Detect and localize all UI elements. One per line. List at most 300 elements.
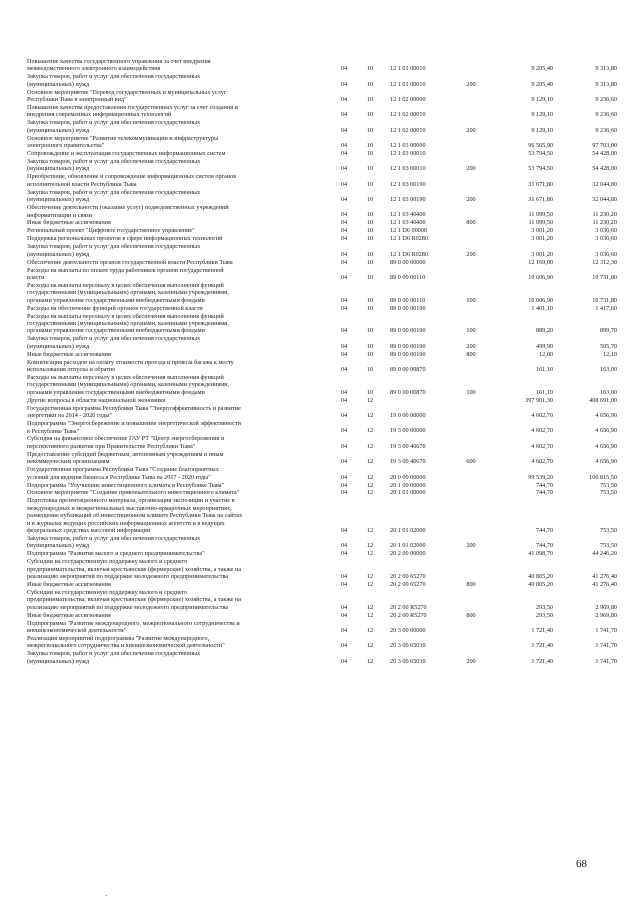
target-article-code: 12 1 03 40400	[390, 219, 426, 227]
table-row	[0, 612, 640, 619]
row-description	[27, 558, 342, 580]
row-description	[27, 119, 342, 134]
description-line: Субсидии на государственную поддержку малого и среднего	[27, 588, 188, 596]
row-description	[27, 550, 342, 557]
amount-year-2: 10 731,80	[592, 273, 617, 281]
subsection-code: 12	[366, 573, 374, 581]
section-code: 04	[340, 627, 348, 635]
amount-year-2: 163,00	[599, 388, 617, 396]
target-article-code: 20 2 00 00000	[390, 550, 426, 558]
section-code: 04	[340, 412, 348, 420]
table-row	[0, 158, 640, 173]
target-article-code: 20 1 01 02000	[390, 542, 426, 550]
target-article-code: 19 0 00 00000	[390, 412, 426, 420]
amount-year-1: 293,50	[535, 611, 553, 619]
amount-year-2: 9 313,80	[595, 80, 617, 88]
table-row	[0, 466, 640, 481]
description-line: государственными (муниципальными) органами, казенными учреждениями,	[27, 381, 229, 389]
subsection-code: 12	[366, 473, 374, 481]
subsection-code: 12	[366, 611, 374, 619]
table-row	[0, 267, 640, 282]
description-line: Предоставление субсидий бюджетным, автономным учреждениям и иным	[27, 450, 224, 458]
description-line: Основное мероприятие "Создание привлекательного инвестиционного климата"	[27, 489, 240, 497]
row-description	[27, 497, 342, 534]
target-article-code: 12 1 01 00010	[390, 80, 426, 88]
row-description	[27, 482, 342, 489]
table-row	[0, 135, 640, 150]
description-line: (муниципальных) нужд	[27, 657, 90, 665]
description-line: предпринимательства, включая крестьянские (фермерские) хозяйства, а также на	[27, 596, 241, 604]
target-article-code: 20 1 01 00000	[390, 489, 426, 497]
amount-year-1: 9 129,10	[531, 111, 553, 119]
row-description	[27, 451, 342, 466]
section-code: 04	[340, 550, 348, 558]
description-line: федеральных средствах массовой информации	[27, 527, 151, 535]
amount-year-2: 1 417,60	[595, 304, 617, 312]
table-row	[0, 104, 640, 119]
description-line: Закупка товаров, работ и услуг для обеспечения государственных	[27, 243, 201, 251]
row-description	[27, 243, 342, 258]
amount-year-1: 4 602,70	[531, 427, 553, 435]
expense-type-code: 200	[466, 250, 476, 258]
target-article-code: 89 0 00 00190	[390, 350, 426, 358]
target-article-code: 20 2 00 R5270	[390, 603, 427, 611]
row-description	[27, 204, 342, 219]
description-line: межрегионального сотрудничества и внешнеэкономической деятельности"	[27, 642, 225, 650]
amount-year-1: 10 606,90	[528, 296, 553, 304]
subsection-code: 10	[366, 180, 374, 188]
target-article-code: 12 1 03 00190	[390, 180, 426, 188]
description-line: международных и межрегиональных выставочно-ярмарочных мероприятиях,	[27, 504, 232, 512]
row-description	[27, 150, 342, 157]
amount-year-2: 41 276,40	[592, 573, 617, 581]
expense-type-code: 100	[466, 296, 476, 304]
section-code: 04	[340, 219, 348, 227]
subsection-code: 10	[366, 258, 374, 266]
description-line: государственными (муниципальными) органами, казенными учреждениями,	[27, 289, 229, 297]
description-line: Субсидия на финансовое обеспечение ГАУ РТ "Центр энергосбережения и	[27, 435, 225, 443]
subsection-code: 10	[366, 96, 374, 104]
amount-year-1: 9 205,40	[531, 80, 553, 88]
table-row	[0, 635, 640, 650]
amount-year-1: 3 001,20	[531, 250, 553, 258]
table-row	[0, 405, 640, 420]
expense-type-code: 200	[466, 80, 476, 88]
subsection-code: 10	[366, 80, 374, 88]
subsection-code: 10	[366, 219, 374, 227]
amount-year-2: 4 656,90	[595, 458, 617, 466]
target-article-code: 89 0 00 00870	[390, 366, 426, 374]
table-row	[0, 397, 640, 404]
amount-year-1: 161,10	[535, 366, 553, 374]
description-line: Закупка товаров, работ и услуг для обеспечения государственных	[27, 188, 201, 196]
description-line: Повышение качества государственного управления за счет внедрения	[27, 58, 211, 65]
amount-year-2: 9 236,60	[595, 96, 617, 104]
row-description	[27, 235, 342, 242]
section-code: 04	[340, 180, 348, 188]
expense-type-code: 200	[466, 126, 476, 134]
amount-year-2: 9 236,60	[595, 111, 617, 119]
amount-year-1: 40 805,20	[528, 581, 553, 588]
amount-year-1: 9 129,10	[531, 96, 553, 104]
section-code: 04	[340, 142, 348, 150]
description-line: Поддержка региональных проектов в сфере информационных технологий	[27, 235, 223, 243]
amount-year-1: 99 539,20	[528, 473, 553, 481]
amount-year-1: 161,10	[535, 388, 553, 396]
subsection-code: 12	[366, 550, 374, 558]
amount-year-1: 11 099,50	[528, 219, 553, 227]
description-line: Реализация мероприятий подпрограммы "Развитие международного,	[27, 635, 210, 642]
amount-year-1: 3 001,20	[531, 227, 553, 235]
subsection-code: 10	[366, 327, 374, 335]
description-line: Приобретение, обновление и сопровождение информационных систем органов	[27, 173, 237, 181]
subsection-code: 10	[366, 342, 374, 350]
subsection-code: 10	[366, 126, 374, 134]
amount-year-1: 9 205,40	[531, 65, 553, 73]
amount-year-1: 1 721,40	[531, 627, 553, 635]
description-line: информатизации и связи	[27, 211, 92, 219]
section-code: 04	[340, 573, 348, 581]
table-row	[0, 227, 640, 234]
row-description	[27, 305, 342, 312]
description-line: некоммерческим организациям	[27, 458, 110, 466]
target-article-code: 89 0 00 00190	[390, 327, 426, 335]
amount-year-2: 12,10	[603, 350, 617, 358]
amount-year-1: 4 602,70	[531, 442, 553, 450]
subsection-code: 10	[366, 273, 374, 281]
amount-year-2: 11 230,20	[592, 219, 617, 227]
section-code: 04	[340, 258, 348, 266]
description-line: реализацию мероприятий по поддержке молодежного предпринимательства	[27, 573, 229, 581]
description-line: внешнеэкономической деятельности"	[27, 627, 127, 635]
expense-type-code: 800	[466, 350, 476, 358]
subsection-code: 12	[366, 603, 374, 611]
expense-type-code: 200	[466, 657, 476, 665]
amount-year-1: 53 794,50	[528, 165, 553, 173]
amount-year-2: 3 036,60	[595, 227, 617, 235]
amount-year-2: 9 236,60	[595, 126, 617, 134]
row-description	[27, 313, 342, 335]
subsection-code: 10	[366, 111, 374, 119]
expense-type-code: 800	[466, 581, 476, 588]
row-description	[27, 73, 342, 88]
amount-year-1: 744,70	[535, 489, 553, 497]
row-description	[27, 189, 342, 204]
target-article-code: 20 2 00 65270	[390, 573, 426, 581]
description-line: (муниципальных) нужд	[27, 342, 90, 350]
amount-year-2: 9 313,80	[595, 65, 617, 73]
description-line: Республики Тыва в электронный вид"	[27, 96, 127, 104]
table-row	[0, 305, 640, 312]
expense-type-code: 200	[466, 542, 476, 550]
section-code: 04	[340, 342, 348, 350]
description-line: использования отпуска и обратно	[27, 366, 116, 374]
subsection-code: 12	[366, 526, 374, 534]
table-row	[0, 435, 640, 450]
table-row	[0, 243, 640, 258]
section-code: 04	[340, 273, 348, 281]
amount-year-1: 31 671,80	[528, 180, 553, 188]
description-line: Подпрограмма "Развитие малого и среднего предпринимательства"	[27, 550, 205, 558]
section-code: 04	[340, 458, 348, 466]
amount-year-1: 53 794,50	[528, 150, 553, 158]
subsection-code: 10	[366, 196, 374, 204]
description-line: власти	[27, 274, 45, 281]
amount-year-2: 2 969,80	[595, 603, 617, 611]
subsection-code: 12	[366, 396, 374, 404]
description-line: условий для ведения бизнеса в Республике Тыва на 2017 - 2020 годы"	[27, 473, 211, 481]
amount-year-2: 41 276,40	[592, 581, 617, 588]
expense-type-code: 200	[466, 342, 476, 350]
row-description	[27, 535, 342, 550]
subsection-code: 10	[366, 150, 374, 158]
table-row	[0, 235, 640, 242]
table-row	[0, 497, 640, 534]
row-description	[27, 259, 342, 266]
expense-type-code: 800	[466, 611, 476, 619]
section-code: 04	[340, 581, 348, 588]
row-description	[27, 374, 342, 396]
section-code: 04	[340, 211, 348, 219]
table-row	[0, 535, 640, 550]
row-description	[27, 267, 342, 282]
row-description	[27, 466, 342, 481]
section-code: 04	[340, 327, 348, 335]
subsection-code: 12	[366, 442, 374, 450]
amount-year-2: 11 230,20	[592, 211, 617, 219]
amount-year-1: 3 001,20	[531, 235, 553, 243]
target-article-code: 20 0 00 00000	[390, 473, 426, 481]
section-code: 04	[340, 235, 348, 243]
amount-year-2: 1 741,70	[595, 657, 617, 665]
section-code: 04	[340, 350, 348, 358]
amount-year-1: 4 602,70	[531, 412, 553, 420]
amount-year-1: 889,20	[535, 327, 553, 335]
target-article-code: 89 0 00 00110	[390, 273, 426, 281]
table-row	[0, 558, 640, 580]
description-line: электронного правительства"	[27, 142, 105, 150]
target-article-code: 12 1 D6 R0280	[390, 250, 428, 258]
description-line: исполнительной власти Республики Тыва	[27, 180, 137, 188]
row-description	[27, 612, 342, 619]
subsection-code: 12	[366, 581, 374, 588]
table-row	[0, 451, 640, 466]
row-description	[27, 650, 342, 665]
description-line: Расходы на выплаты персоналу в целях обеспечения выполнения функций	[27, 312, 224, 320]
amount-year-1: 41 098,70	[528, 550, 553, 558]
description-line: Повышение качества предоставления государственных услуг за счет создания и	[27, 104, 238, 112]
target-article-code: 89 0 00 00190	[390, 304, 426, 312]
description-line: энергетики на 2014 - 2020 годы"	[27, 412, 113, 420]
amount-year-2: 54 428,00	[592, 165, 617, 173]
subsection-code: 10	[366, 350, 374, 358]
subsection-code: 10	[366, 366, 374, 374]
description-line: внедрения современных информационных технологий	[27, 111, 172, 119]
description-line: Расходы на выплаты по оплате труда работников органов государственной	[27, 266, 224, 274]
subsection-code: 12	[366, 627, 374, 635]
amount-year-2: 32 044,80	[592, 196, 617, 204]
description-line: Обеспечение деятельности (оказание услуг) подведомственных учреждений	[27, 204, 229, 212]
table-row	[0, 282, 640, 304]
amount-year-1: 397 901,30	[525, 396, 553, 404]
table-row	[0, 73, 640, 88]
description-line: органами управления государственными внебюджетными фондами	[27, 296, 205, 304]
amount-year-2: 753,50	[599, 542, 617, 550]
amount-year-2: 32 044,80	[592, 180, 617, 188]
table-row	[0, 119, 640, 134]
table-row	[0, 589, 640, 611]
amount-year-2: 44 246,20	[592, 550, 617, 558]
amount-year-1: 9 129,10	[531, 126, 553, 134]
description-line: в Республике Тыва"	[27, 427, 80, 435]
description-line: Подпрограмма "Улучшение инвестиционного климата в Республике Тыва"	[27, 481, 225, 489]
amount-year-2: 97 703,00	[592, 142, 617, 150]
section-code: 04	[340, 396, 348, 404]
section-code: 04	[340, 611, 348, 619]
subsection-code: 12	[366, 657, 374, 665]
row-description	[27, 397, 342, 404]
section-code: 04	[340, 196, 348, 204]
amount-year-2: 899,70	[599, 327, 617, 335]
target-article-code: 89 0 00 00000	[390, 258, 426, 266]
subsection-code: 10	[366, 250, 374, 258]
subsection-code: 12	[366, 542, 374, 550]
amount-year-1: 744,70	[535, 481, 553, 489]
expense-type-code: 600	[466, 458, 476, 466]
amount-year-1: 31 671,80	[528, 196, 553, 204]
description-line: Расходы на обеспечение функций органов государственной власти	[27, 304, 203, 312]
row-description	[27, 58, 342, 73]
section-code: 04	[340, 250, 348, 258]
amount-year-2: 1 741,70	[595, 642, 617, 650]
section-code: 04	[340, 473, 348, 481]
amount-year-2: 753,50	[599, 489, 617, 497]
table-row	[0, 359, 640, 374]
row-description	[27, 620, 342, 635]
expense-type-code: 800	[466, 219, 476, 227]
section-code: 04	[340, 642, 348, 650]
description-line: Закупка товаров, работ и услуг для обеспечения государственных	[27, 534, 201, 542]
target-article-code: 12 1 03 00000	[390, 142, 426, 150]
amount-year-1: 12,00	[539, 350, 553, 358]
table-row	[0, 89, 640, 104]
row-description	[27, 282, 342, 304]
description-line: (муниципальных) нужд	[27, 80, 90, 88]
amount-year-2: 106 815,50	[589, 473, 617, 481]
amount-year-2: 163,00	[599, 366, 617, 374]
amount-year-1: 12 169,00	[528, 258, 553, 266]
section-code: 04	[340, 489, 348, 497]
target-article-code: 20 2 00 R5270	[390, 611, 427, 619]
amount-year-1: 1 721,40	[531, 657, 553, 665]
row-description	[27, 359, 342, 374]
subsection-code: 12	[366, 458, 374, 466]
description-line: размещение публикаций об инвестиционном климате Республики Тыва на сайтах	[27, 512, 243, 520]
row-description	[27, 173, 342, 188]
target-article-code: 12 1 02 00010	[390, 111, 426, 119]
description-line: Расходы на выплаты персоналу в целях обеспечения выполнения функций	[27, 374, 224, 382]
subsection-code: 12	[366, 481, 374, 489]
amount-year-1: 499,90	[535, 342, 553, 350]
row-description	[27, 135, 342, 150]
target-article-code: 20 1 01 02000	[390, 526, 426, 534]
description-line: Закупка товаров, работ и услуг для обеспечения государственных	[27, 650, 201, 658]
table-row	[0, 173, 640, 188]
amount-year-1: 1 721,40	[531, 642, 553, 650]
section-code: 04	[340, 126, 348, 134]
row-description	[27, 489, 342, 496]
description-line: Иные бюджетные ассигнования	[27, 581, 111, 588]
section-code: 04	[340, 227, 348, 235]
description-line: Подготовка презентационного материала, организация экспозиции и участие в	[27, 497, 235, 505]
table-row	[0, 420, 640, 435]
table-row	[0, 650, 640, 665]
description-line: Подпрограмма "Энергосбережение и повышение энергетической эффективности	[27, 420, 241, 428]
expense-type-code: 200	[466, 165, 476, 173]
page-number: 68	[576, 858, 587, 870]
subsection-code: 10	[366, 235, 374, 243]
section-code: 04	[340, 150, 348, 158]
target-article-code: 12 1 02 00000	[390, 96, 426, 104]
amount-year-2: 4 656,90	[595, 427, 617, 435]
amount-year-1: 96 565,90	[528, 142, 553, 150]
amount-year-2: 408 691,00	[589, 396, 617, 404]
table-row	[0, 313, 640, 335]
table-row	[0, 550, 640, 557]
table-row	[0, 620, 640, 635]
amount-year-2: 4 656,90	[595, 442, 617, 450]
description-line: Государственная программа Республики Тыва "Энергоэффективность и развитие	[27, 404, 241, 412]
section-code: 04	[340, 542, 348, 550]
section-code: 04	[340, 80, 348, 88]
description-line: перспективного развития при Правительстве Республики Тыва"	[27, 442, 196, 450]
table-row	[0, 58, 640, 73]
description-line: Субсидии на государственную поддержку малого и среднего	[27, 558, 188, 566]
section-code: 04	[340, 603, 348, 611]
section-code: 04	[340, 366, 348, 374]
table-row	[0, 189, 640, 204]
row-description	[27, 420, 342, 435]
amount-year-2: 505,70	[599, 342, 617, 350]
table-row	[0, 482, 640, 489]
amount-year-2: 4 656,90	[595, 412, 617, 420]
target-article-code: 12 1 02 00010	[390, 126, 426, 134]
subsection-code: 12	[366, 642, 374, 650]
table-row	[0, 259, 640, 266]
section-code: 04	[340, 427, 348, 435]
row-description	[27, 227, 342, 234]
table-row	[0, 335, 640, 350]
target-article-code: 89 0 00 00870	[390, 388, 426, 396]
target-article-code: 20 2 00 65270	[390, 581, 426, 588]
row-description	[27, 635, 342, 650]
description-line: органами управления государственными внебюджетными фондами	[27, 327, 205, 335]
amount-year-2: 3 036,60	[595, 235, 617, 243]
row-description	[27, 219, 342, 226]
description-line: Иные бюджетные ассигнования	[27, 350, 111, 358]
description-line: Региональный проект "Цифровое государственное управление"	[27, 227, 195, 235]
subsection-code: 10	[366, 227, 374, 235]
description-line: органами управления государственными внебюджетными фондами	[27, 388, 205, 396]
subsection-code: 12	[366, 412, 374, 420]
amount-year-1: 1 401,10	[531, 304, 553, 312]
target-article-code: 20 3 00 65030	[390, 642, 426, 650]
expense-type-code: 100	[466, 327, 476, 335]
amount-year-2: 54 428,00	[592, 150, 617, 158]
amount-year-2: 10 731,80	[592, 296, 617, 304]
subsection-code: 10	[366, 65, 374, 73]
row-description	[27, 581, 342, 588]
